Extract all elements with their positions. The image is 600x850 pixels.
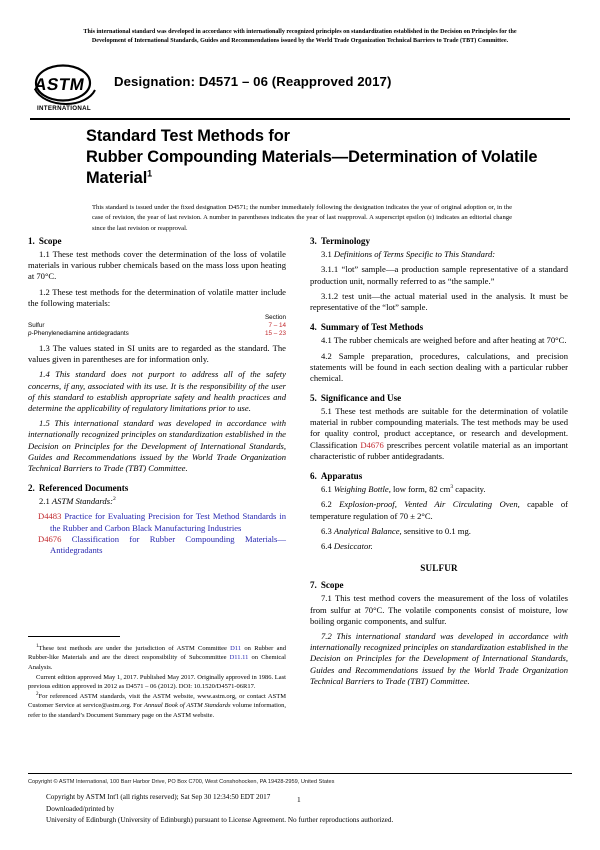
table-cell-sections: 15 – 23 <box>264 330 286 338</box>
paragraph-1-1: 1.1 These test methods cover the determination of the loss of volatile materials in various rubber chemicals based on the mass loss upon heating at 70°C. <box>28 249 286 282</box>
paragraph-4-1: 4.1 The rubber chemicals are weighed before and after heating at 70°C. <box>321 335 567 346</box>
italic-prefix: p <box>28 330 32 338</box>
paragraph-text-before-link: 5.1 These test methods are suitable for the determination of volatile material in rubber compounding materials. The test methods may be used for quality control, product acceptance, or research and development. Classification <box>310 406 568 450</box>
paragraph-italic-text: Definitions of Terms Specific to This Standard: <box>333 249 496 259</box>
svg-text:INTERNATIONAL: INTERNATIONAL <box>37 105 91 112</box>
apparatus-name: Desiccator. <box>333 541 373 552</box>
materials-section-table <box>28 313 286 338</box>
title-footnote-marker: 1 <box>147 168 153 179</box>
section-heading-apparatus <box>310 471 568 481</box>
footer-divider <box>28 773 572 774</box>
footnote-text-a: For referenced ASTM standards, visit the ASTM website, www.astm.org, or contact ASTM Customer Service at service@astm.org. For <box>28 692 286 710</box>
copyright-notice: Copyright © ASTM International, 100 Barr Harbor Drive, PO Box C700, West Conshohocken, PA 19428-2959, United States <box>28 779 335 785</box>
issue-note: This standard is issued under the fixed designation D4571; the number immediately following the designation indicates the year of original adoption or, in the case of revision, the year of last revision. A number in parentheses indicates the year of last reapproval. A superscript epsilon (ε) indicates an editorial change since the last revision or reapproval. <box>92 204 512 232</box>
standard-designation-link[interactable]: D4676 <box>38 533 62 544</box>
section-title: Apparatus <box>320 470 363 481</box>
table-header-material <box>28 313 242 321</box>
paragraph-5-1 <box>310 406 568 462</box>
paragraph-text-after-link: prescribes percent volatile material as an important characteristic of rubber antidegradants. <box>310 439 569 461</box>
svg-text:ASTM: ASTM <box>32 75 86 94</box>
footnote-text-c: on Chemical Analysis. <box>28 654 286 671</box>
paragraph-7-2: 7.2 This international standard was developed in accordance with internationally recognized principles on standardization established in the Decision on Principles for the Development of International Standards, Guides and Recommendations issued by the World Trade Organization Technical Barriers to Trade (TBT) Committee. <box>310 631 568 686</box>
apparatus-detail: sensitive to 0.1 mg. <box>401 525 471 536</box>
section-number: 3. <box>310 236 317 246</box>
left-column <box>28 236 286 556</box>
right-column <box>310 236 568 691</box>
material-name: -Phenylenediamine antidegradants <box>31 330 129 338</box>
title-line-3-text: Material <box>86 169 148 187</box>
publication-name: Annual Book of ASTM Standards <box>143 702 231 710</box>
standard-title-link[interactable]: Classification for Rubber Compounding Materials—Antidegradants <box>50 533 286 555</box>
table-header-row <box>28 313 286 321</box>
title-line-2: Rubber Compounding Materials—Determination of Volatile <box>86 148 538 166</box>
section-title: Referenced Documents <box>38 483 129 494</box>
section-number: 7. <box>310 580 317 591</box>
committee-link[interactable]: D11 <box>230 645 242 652</box>
download-line-2: Downloaded/printed by <box>46 804 115 813</box>
material-section-heading: SULFUR <box>420 563 458 574</box>
title-line-3 <box>86 168 538 189</box>
paragraph-number: 6.2 <box>321 499 332 510</box>
section-title: Scope <box>38 236 62 246</box>
paragraph-6-1 <box>310 484 568 495</box>
paragraph-6-4 <box>310 541 568 552</box>
section-title: Scope <box>320 580 344 591</box>
footnotes-block <box>28 644 286 720</box>
section-number: 5. <box>310 393 317 404</box>
footnote-2 <box>28 692 286 720</box>
paragraph-number: 6.1 <box>321 483 332 494</box>
paragraph-6-3 <box>310 526 568 537</box>
wto-banner <box>32 28 568 46</box>
superscript-exponent: 3 <box>450 484 454 491</box>
section-heading-scope-sulfur <box>310 580 568 590</box>
section-heading-scope <box>28 236 286 246</box>
apparatus-detail: capable of temperature regulation of 70 ± 2°C. <box>310 499 568 521</box>
footnote-divider <box>28 636 120 637</box>
wto-banner-line-1: This international standard was developed in accordance with internationally recognized principles on standardization established in the Decision on Principles for the <box>83 29 517 35</box>
referenced-standard-item[interactable] <box>28 511 286 533</box>
footnote-marker: 1 <box>36 643 39 649</box>
table-cell-sections: 7 – 14 <box>268 322 286 330</box>
table-cell-material <box>28 330 242 338</box>
wto-banner-line-2: Development of International Standards, Guides and Recommendations issued by the World Trade Organization Technical Barriers to Trade (TBT) Committee. <box>91 38 509 45</box>
paragraph-6-2 <box>310 499 568 521</box>
section-number: 1. <box>28 236 35 246</box>
paragraph-3-1-1: 3.1.1 “lot” sample—a production sample representative of a standard production unit, normally referred to as “the sample.” <box>310 264 568 286</box>
section-title: Significance and Use <box>320 393 402 404</box>
astm-logo-icon <box>30 62 102 112</box>
download-line-1: Copyright by ASTM Int'l (all rights reserved); Sat Sep 30 12:34:50 EDT 2017 <box>46 793 271 801</box>
apparatus-detail-pre: low form, 82 cm <box>390 483 451 494</box>
footnote-marker: 2 <box>36 691 39 697</box>
standard-title-link[interactable]: Practice for Evaluating Precision for Test Method Standards in the Rubber and Carbon Black Manufacturing Industries <box>50 511 287 533</box>
section-number: 4. <box>310 322 317 333</box>
paragraph-1-5: 1.5 This international standard was developed in accordance with internationally recognized principles on standardization established in the Decision on Principles for the Development of International Standards, Guides and Recommendations issued by the World Trade Organization Technical Barriers to Trade (TBT) Committee. <box>28 418 286 473</box>
table-header-section: Section <box>264 313 286 321</box>
paragraph-3-1-2: 3.1.2 test unit—the actual material used in the analysis. It must be representative of the “lot” sample. <box>310 290 568 313</box>
paragraph-3-1 <box>310 249 568 260</box>
section-title: Summary of Test Methods <box>320 322 424 333</box>
footnote-1 <box>28 644 286 672</box>
standard-designation: Designation: D4571 – 06 (Reapproved 2017) <box>114 74 392 89</box>
subheading-astm-standards <box>28 496 286 507</box>
referenced-standard-item[interactable] <box>28 534 286 556</box>
paragraph-1-3: 1.3 The values stated in SI units are to regarded as the standard. The values given in parentheses are for information only. <box>28 342 286 364</box>
paragraph-number: 3.1 <box>321 249 332 259</box>
apparatus-name: Analytical Balance, <box>333 525 402 536</box>
section-title: Terminology <box>320 236 371 246</box>
apparatus-name: Weighing Bottle, <box>333 483 391 494</box>
apparatus-detail-post: capacity. <box>453 483 486 494</box>
paragraph-1-4: 1.4 This standard does not purport to address all of the safety concerns, if any, associated with its use. It is the responsibility of the user of this standard to establish appropriate safety and health practices and determine the applicability of regulatory limitations prior to use. <box>28 369 286 413</box>
title-block <box>86 126 538 234</box>
subheading-number: 2.1 <box>39 496 50 507</box>
page-number: 1 <box>297 795 301 804</box>
footnote-text-b: volume information, refer to the standard’s Document Summary page on the ASTM website. <box>28 702 286 719</box>
section-heading-referenced-documents <box>28 483 286 493</box>
footnote-text-b: on Rubber and Rubber-like Materials and are the direct responsibility of Subcommittee <box>28 645 286 662</box>
header-divider <box>30 118 570 120</box>
paragraph-7-1: 7.1 This test method covers the measurement of the loss of volatiles from sulfur at 70°C. The volatile components consist of moisture, low boiling organic components, and sulfur. <box>310 593 568 626</box>
download-info-block <box>46 792 546 827</box>
download-line-3: University of Edinburgh (University of Edinburgh) pursuant to License Agreement. No further reproductions authorized. <box>46 816 394 825</box>
section-heading-terminology <box>310 236 568 246</box>
standard-reference-link[interactable]: D4676 <box>360 439 384 450</box>
table-cell-material: Sulfur <box>28 322 45 330</box>
paragraph-number: 6.3 <box>321 525 332 536</box>
section-heading-summary <box>310 322 568 332</box>
footnote-text-a: These test methods are under the jurisdiction of ASTM Committee <box>38 645 231 652</box>
table-row <box>28 321 286 329</box>
section-number: 6. <box>310 470 317 481</box>
section-heading-significance <box>310 393 568 403</box>
paragraph-number: 6.4 <box>321 541 332 552</box>
table-row <box>28 330 286 338</box>
subheading-footnote-marker: 2 <box>112 496 116 503</box>
standard-designation-link[interactable]: D4483 <box>38 511 62 522</box>
subcommittee-link[interactable]: D11.11 <box>229 654 249 662</box>
section-number: 2. <box>28 483 35 494</box>
footnote-edition-info: Current edition approved May 1, 2017. Published May 2017. Originally approved in 1986. Last previous edition approved in 2012 as D4571 – 06 (2012). DOI: 10.1520/D4571-06R17. <box>28 673 286 690</box>
apparatus-name: Explosion-proof, Vented Air Circulating Oven, <box>339 499 520 510</box>
title-line-1: Standard Test Methods for <box>86 127 290 145</box>
subheading-text: ASTM Standards: <box>51 496 113 507</box>
designation-row <box>30 62 570 114</box>
paragraph-1-2: 1.2 These test methods for the determination of volatile matter include the following materials: <box>28 286 286 308</box>
paragraph-4-2: 4.2 Sample preparation, procedures, calculations, and precision statements will be found in each section dealing with a particular rubber chemical. <box>310 350 568 383</box>
